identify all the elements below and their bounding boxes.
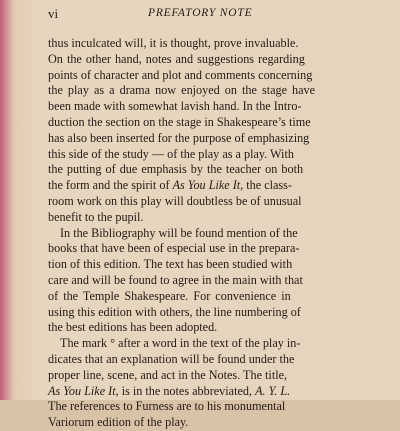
- text-line: On the other hand, notes and suggestions regarding: [48, 51, 305, 66]
- text-line: has also been inserted for the purpose of emphasizing: [48, 130, 310, 145]
- text-line: of the Temple Shakespeare. For convenience in: [48, 288, 291, 303]
- text-line: room work on this play will doubtless be of unusual: [48, 193, 302, 208]
- page-edge-stain: [0, 0, 14, 400]
- play-title-italic: As You Like It: [172, 178, 241, 193]
- text-line: books that have been of especial use in the prepara-: [48, 241, 300, 256]
- paragraph-first-line: In the Bibliography will be found mention of the: [60, 225, 298, 240]
- text-line: proper line, scene, and act in the Notes. The title,: [48, 367, 288, 382]
- running-title: PREFATORY NOTE: [148, 7, 253, 19]
- text-line: the form and the spirit of As You Like It, the class-: [48, 178, 292, 193]
- text-line: The references to Furness are to his monumental: [48, 399, 286, 414]
- text-line: this side of the study — of the play as a play. With: [48, 146, 294, 161]
- text-line: the best editions has been adopted.: [48, 320, 218, 335]
- text-line: care and will be found to agree in the main with that: [48, 272, 303, 287]
- text-line: duction the section on the stage in Shakespeare’s time: [48, 114, 311, 129]
- body-text: [48, 36, 388, 431]
- text-line: tion of this edition. The text has been studied with: [48, 257, 293, 272]
- text-line: dicates that an explanation will be found under the: [48, 351, 295, 366]
- text-line: the play as a drama now enjoyed on the stage have: [48, 83, 316, 98]
- text-line: been made with somewhat lavish hand. In the Intro-: [48, 99, 302, 114]
- text-line: points of character and plot and comments concerning: [48, 67, 313, 82]
- page-number: vi: [48, 6, 59, 21]
- text-line: Variorum edition of the play.: [48, 415, 189, 430]
- text-line: the putting of due emphasis by the teacher on both: [48, 162, 304, 177]
- text-line: thus inculcated will, it is thought, prove invaluable.: [48, 36, 299, 50]
- page-header: [48, 2, 388, 24]
- abbreviation-italic: A. Y. L.: [255, 383, 291, 398]
- text-line: As You Like It, is in the notes abbreviated, A. Y. L.: [48, 383, 291, 398]
- paragraph-first-line: The mark ° after a word in the text of the play in-: [60, 336, 301, 351]
- text-line: benefit to the pupil.: [48, 209, 144, 224]
- text-line: using this edition with others, the line numbering of: [48, 304, 301, 319]
- play-title-italic: As You Like It: [48, 383, 116, 398]
